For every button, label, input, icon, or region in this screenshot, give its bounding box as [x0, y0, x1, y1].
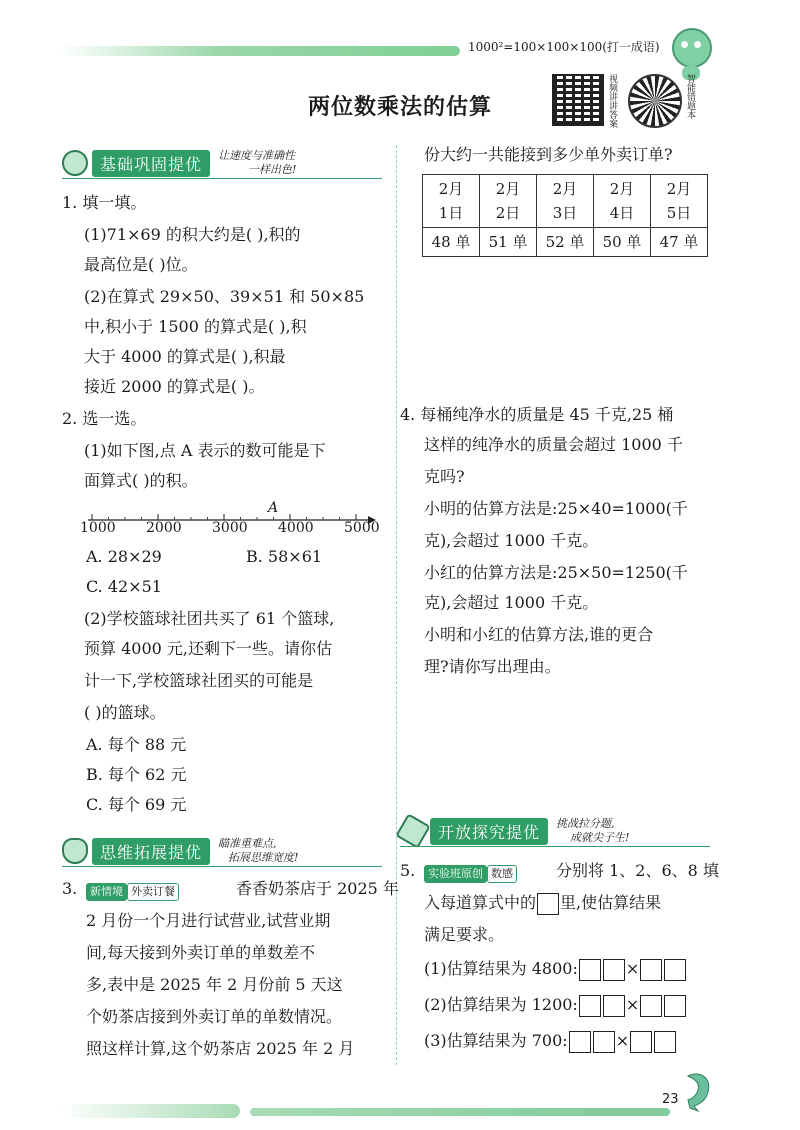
q4-line3: 克吗? [424, 467, 465, 486]
page-number: 23 [662, 1092, 679, 1107]
table-row [423, 175, 708, 228]
q3-line6: 照这样计算,这个奶茶店 2025 年 2 月 [86, 1039, 355, 1058]
q5-sub1-label: (1)估算结果为 4800: [424, 959, 578, 978]
banner-underline [62, 866, 382, 867]
number-line-labels [80, 520, 380, 538]
q5-sub2-label: (2)估算结果为 1200: [424, 995, 578, 1014]
banner-underline [62, 178, 382, 179]
mini-program-code-icon[interactable] [628, 74, 682, 128]
q5-sub3-label: (3)估算结果为 700: [424, 1031, 568, 1050]
footer-decor-left [60, 1104, 240, 1118]
q1-line2: 最高位是( )位。 [84, 255, 198, 274]
slogan-line1: 挑战拉分题, [556, 817, 615, 830]
answer-box[interactable] [664, 995, 686, 1017]
day-label: 5日 [666, 204, 692, 222]
orders-table [422, 174, 708, 257]
riddle-text: 1000²=100×100×100(打一成语) [468, 40, 660, 54]
q5-line3: 满足要求。 [424, 925, 505, 944]
section-slogan [556, 817, 629, 845]
table-cell: 48 单 [423, 228, 480, 257]
tag-new-context: 新情境 [86, 883, 127, 901]
header-decor-bar [60, 46, 460, 56]
times-sign: × [625, 959, 640, 978]
q1-line4: 中,积小于 1500 的算式是( ),积 [84, 317, 307, 336]
q3-line2: 2 月份一个月进行试营业,试营业期 [86, 911, 331, 930]
section-label: 思维拓展提优 [92, 838, 210, 865]
table-row [423, 228, 708, 257]
answer-box[interactable] [603, 995, 625, 1017]
q3-line1: 香香奶茶店于 2025 年 [236, 879, 399, 898]
month-label: 2月 [552, 180, 578, 198]
banner-underline [400, 846, 710, 847]
slogan-line2: 成就尖子生! [570, 831, 630, 844]
dolphin-icon [682, 1070, 716, 1112]
table-cell: 51 单 [480, 228, 537, 257]
table-cell [537, 175, 594, 228]
q4-line7: 克),会超过 1000 千克。 [424, 593, 599, 612]
day-label: 2日 [495, 204, 521, 222]
q4-line1: 4. 每桶纯净水的质量是 45 千克,25 桶 [400, 405, 674, 424]
q5-tags [424, 862, 517, 883]
q5-line2a: 入每道算式中的 [424, 893, 537, 912]
number-line-tick-label: 3000 [212, 520, 248, 536]
answer-box[interactable] [640, 959, 662, 981]
slogan-line1: 瞄准重难点, [218, 837, 277, 850]
month-label: 2月 [666, 180, 692, 198]
point-a-label: A [268, 500, 279, 516]
q4-line8: 小明和小红的估算方法,谁的更合 [424, 625, 654, 644]
q2-line6: ( )的篮球。 [84, 703, 166, 722]
footer-decor-right [250, 1108, 670, 1116]
section-banner-basic [62, 150, 296, 176]
answer-box[interactable] [593, 1031, 615, 1053]
q5-sub2 [424, 990, 687, 1020]
q2-option2-b: B. 每个 62 元 [86, 765, 187, 784]
q2-head: 2. 选一选。 [62, 409, 147, 428]
answer-box[interactable] [579, 959, 601, 981]
q5-line2 [424, 888, 661, 918]
answer-box[interactable] [579, 995, 601, 1017]
tag-number-sense: 数感 [487, 865, 517, 883]
q5-sub3 [424, 1026, 677, 1056]
answer-box[interactable] [603, 959, 625, 981]
table-cell: 47 单 [651, 228, 708, 257]
number-line-tick-label: 5000 [344, 520, 380, 536]
answer-box[interactable] [664, 959, 686, 981]
robot-mascot-icon [672, 28, 712, 68]
number-line-tick-label: 2000 [146, 520, 182, 536]
table-cell [480, 175, 537, 228]
q2-line4: 预算 4000 元,还剩下一些。请你估 [84, 639, 332, 658]
satellite-icon [395, 813, 431, 849]
day-label: 4日 [609, 204, 635, 222]
q4-line9: 理?请你写出理由。 [424, 657, 561, 676]
times-sign: × [615, 1031, 630, 1050]
q3-tags [86, 880, 179, 901]
qr-caption-video: 视频讲讲答案 [607, 74, 617, 128]
q2-line1: (1)如下图,点 A 表示的数可能是下 [84, 441, 326, 460]
q1-line5: 大于 4000 的算式是( ),积最 [84, 347, 286, 366]
q2-option2-a: A. 每个 88 元 [86, 735, 187, 754]
q1-head: 1. 填一填。 [62, 193, 147, 212]
tag-original: 实验班原创 [424, 865, 487, 883]
q1-line1: (1)71×69 的积大约是( ),积的 [84, 225, 301, 244]
q3-number: 3. [62, 879, 78, 898]
column-divider [396, 145, 398, 1065]
q2-option-a: A. 28×29 [86, 547, 162, 566]
slogan-line2: 一样出色! [248, 163, 297, 176]
q3-line7: 份大约一共能接到多少单外卖订单? [424, 145, 673, 164]
table-cell [651, 175, 708, 228]
q2-line2: 面算式( )的积。 [84, 471, 198, 490]
answer-box[interactable] [640, 995, 662, 1017]
answer-box[interactable] [630, 1031, 652, 1053]
table-cell: 50 单 [594, 228, 651, 257]
section-slogan [218, 837, 298, 865]
month-label: 2月 [495, 180, 521, 198]
q4-line6: 小红的估算方法是:25×50=1250(千 [424, 563, 688, 582]
q3-line5: 个奶茶店接到外卖订单的单数情况。 [86, 1007, 343, 1026]
slogan-line1: 让速度与准确性 [218, 149, 296, 162]
q3-line3: 间,每天接到外卖订单的单数差不 [86, 943, 316, 962]
q4-line5: 克),会超过 1000 千克。 [424, 531, 599, 550]
q2-option2-c: C. 每个 69 元 [86, 795, 187, 814]
blank-box [537, 893, 559, 915]
q5-sub1 [424, 954, 687, 984]
month-label: 2月 [438, 180, 464, 198]
month-label: 2月 [609, 180, 635, 198]
day-label: 3日 [552, 204, 578, 222]
answer-box[interactable] [654, 1031, 676, 1053]
q5-line2b: 里,使估算结果 [560, 893, 662, 912]
q2-option-c: C. 42×51 [86, 577, 162, 596]
q1-line3: (2)在算式 29×50、39×51 和 50×85 [84, 287, 365, 306]
page-title: 两位数乘法的估算 [307, 95, 492, 120]
times-sign: × [625, 995, 640, 1014]
q1-line6: 接近 2000 的算式是( )。 [84, 377, 265, 396]
q4-line2: 这样的纯净水的质量会超过 1000 千 [424, 435, 683, 454]
q3-line4: 多,表中是 2025 年 2 月份前 5 天这 [86, 975, 343, 994]
number-line-tick-label: 1000 [80, 520, 116, 536]
q5-number: 5. [400, 861, 416, 880]
slogan-line2: 拓展思维宽度! [228, 851, 299, 864]
qr-caption-wrongbook: 智能错题本 [685, 74, 695, 119]
q4-line4: 小明的估算方法是:25×40=1000(千 [424, 499, 688, 518]
number-line-tick-label: 4000 [278, 520, 314, 536]
q2-line3: (2)学校篮球社团共买了 61 个篮球, [84, 609, 335, 628]
section-label: 基础巩固提优 [92, 150, 210, 177]
section-label: 开放探究提优 [430, 818, 548, 845]
q5-line1: 分别将 1、2、6、8 填 [556, 861, 719, 880]
ufo-icon [62, 838, 88, 864]
section-slogan [218, 149, 296, 177]
table-cell [594, 175, 651, 228]
target-icon [62, 150, 88, 176]
day-label: 1日 [438, 204, 464, 222]
table-cell [423, 175, 480, 228]
tag-takeout: 外卖订餐 [127, 883, 179, 901]
qr-code-icon[interactable] [552, 74, 604, 126]
table-cell: 52 单 [537, 228, 594, 257]
answer-box[interactable] [569, 1031, 591, 1053]
section-banner-think [62, 838, 298, 864]
section-banner-open [400, 818, 629, 844]
q2-option-b: B. 58×61 [246, 547, 323, 566]
q2-line5: 计一下,学校篮球社团买的可能是 [84, 671, 314, 690]
